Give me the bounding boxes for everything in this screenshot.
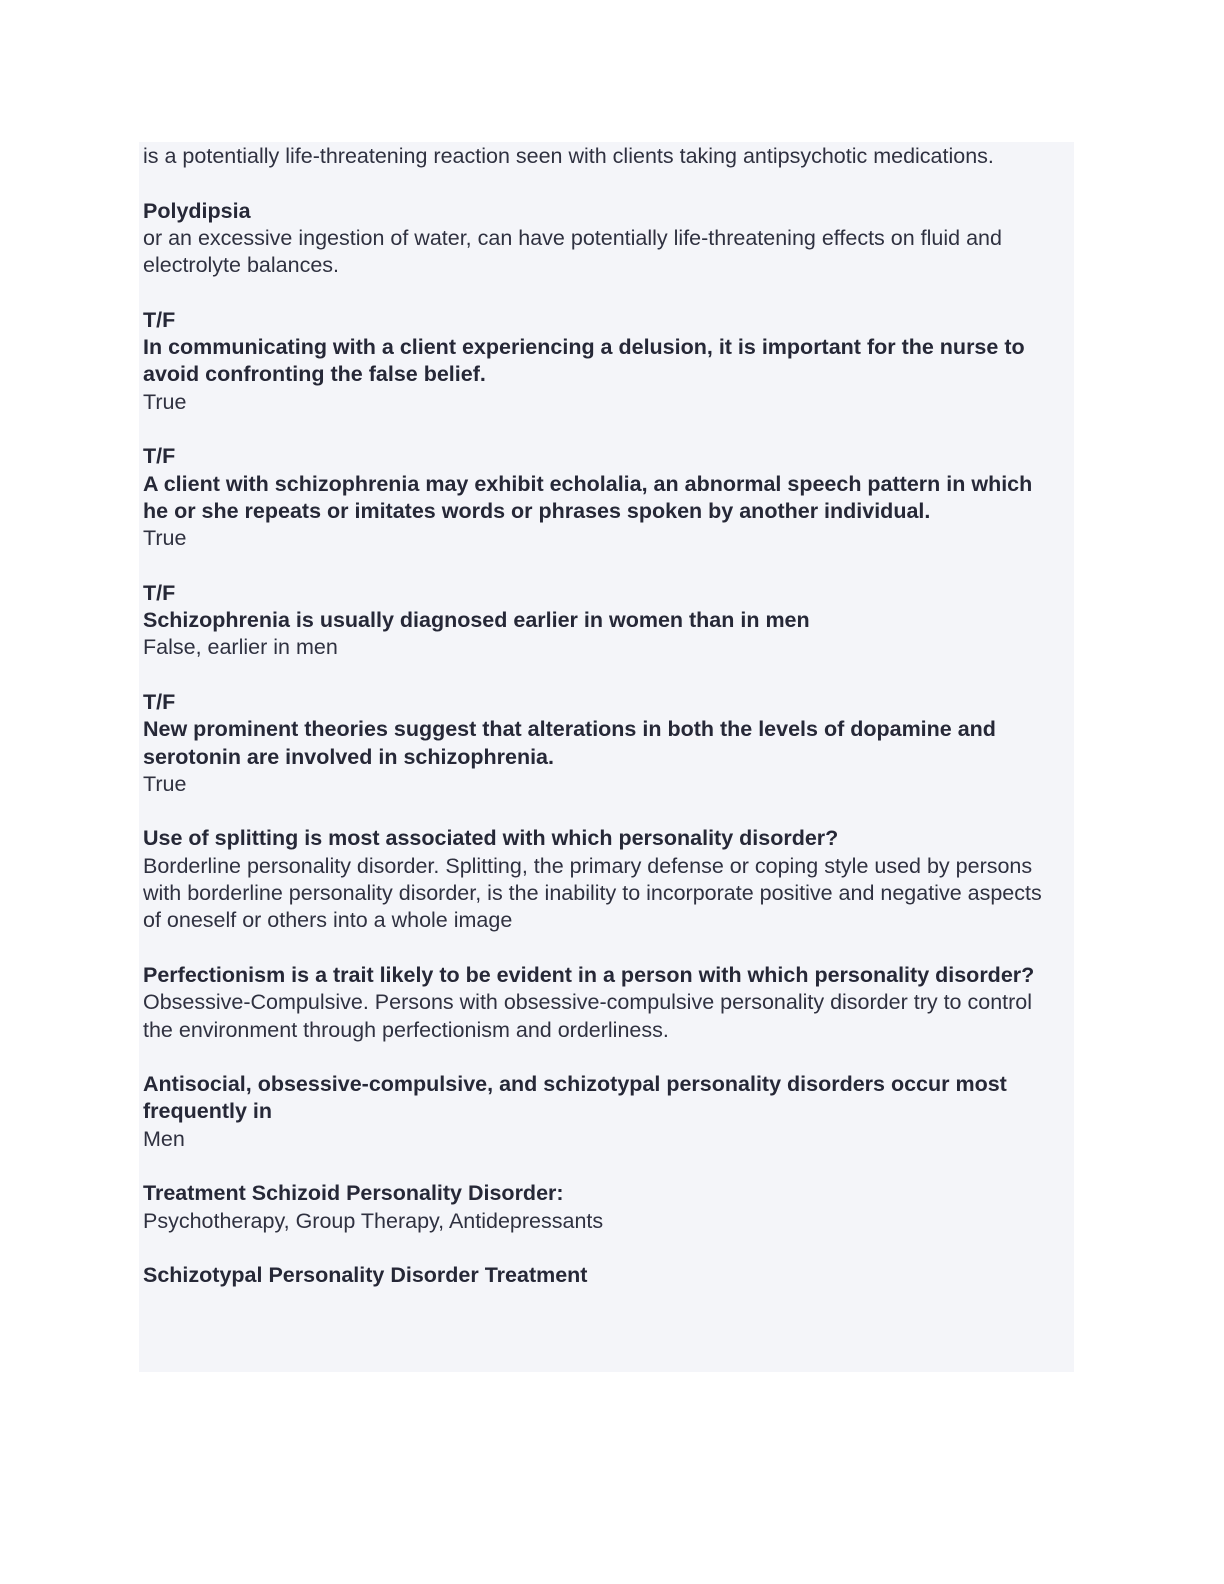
card-definition: True: [143, 389, 187, 414]
card-term: New prominent theories suggest that alterations in both the levels of dopamine and serotonin are involved in schizophrenia.: [143, 717, 996, 769]
card-label: T/F: [143, 307, 176, 332]
card-echolalia: [143, 443, 1063, 552]
card-definition: Borderline personality disorder. Splitting, the primary defense or coping style used by persons with borderline personality disorder, is the inability to incorporate positive and negative aspects of oneself or others into a whole image: [143, 853, 1042, 933]
card-label: T/F: [143, 580, 176, 605]
card-schizotypal-treatment: [143, 1262, 1063, 1289]
card-label: T/F: [143, 689, 176, 714]
card-term: Perfectionism is a trait likely to be evident in a person with which personality disorder?: [143, 962, 1035, 987]
card-definition: True: [143, 526, 187, 551]
card-label: T/F: [143, 444, 176, 469]
card-definition: False, earlier in men: [143, 635, 338, 660]
card-term: Treatment Schizoid Personality Disorder:: [143, 1181, 564, 1206]
card-splitting: [143, 825, 1063, 934]
card-definition: Psychotherapy, Group Therapy, Antidepressants: [143, 1208, 604, 1233]
card-term: In communicating with a client experiencing a delusion, it is important for the nurse to avoid confronting the false belief.: [143, 335, 1025, 387]
card-definition: True: [143, 771, 187, 796]
card-delusion: [143, 307, 1063, 416]
card-definition: or an excessive ingestion of water, can have potentially life-threatening effects on fluid and electrolyte balances.: [143, 225, 1002, 278]
card-term: A client with schizophrenia may exhibit echolalia, an abnormal speech pattern in which he or she repeats or imitates words or phrases spoken by another individual.: [143, 471, 1033, 523]
card-polydipsia: [143, 198, 1063, 280]
intro-definition: is a potentially life-threatening reaction seen with clients taking antipsychotic medications.: [143, 144, 994, 168]
card-term: Use of splitting is most associated with which personality disorder?: [143, 826, 839, 851]
card-schizoid-treatment: [143, 1180, 1063, 1235]
card-diagnosis-age: [143, 580, 1063, 662]
flashcard-list: [143, 143, 1063, 1289]
card-definition: Obsessive-Compulsive. Persons with obsessive-compulsive personality disorder try to control the environment through perfectionism and orderliness.: [143, 990, 1033, 1042]
card-term: Schizophrenia is usually diagnosed earlier in women than in men: [143, 608, 810, 633]
card-gender-frequency: [143, 1071, 1063, 1153]
card-term: Schizotypal Personality Disorder Treatment: [143, 1263, 588, 1288]
card-definition: Men: [143, 1126, 185, 1151]
card-perfectionism: [143, 962, 1063, 1044]
card-term: Antisocial, obsessive-compulsive, and schizotypal personality disorders occur most frequently in: [143, 1072, 1007, 1124]
card-dopamine-serotonin: [143, 689, 1063, 798]
card-term: Polydipsia: [143, 198, 251, 223]
